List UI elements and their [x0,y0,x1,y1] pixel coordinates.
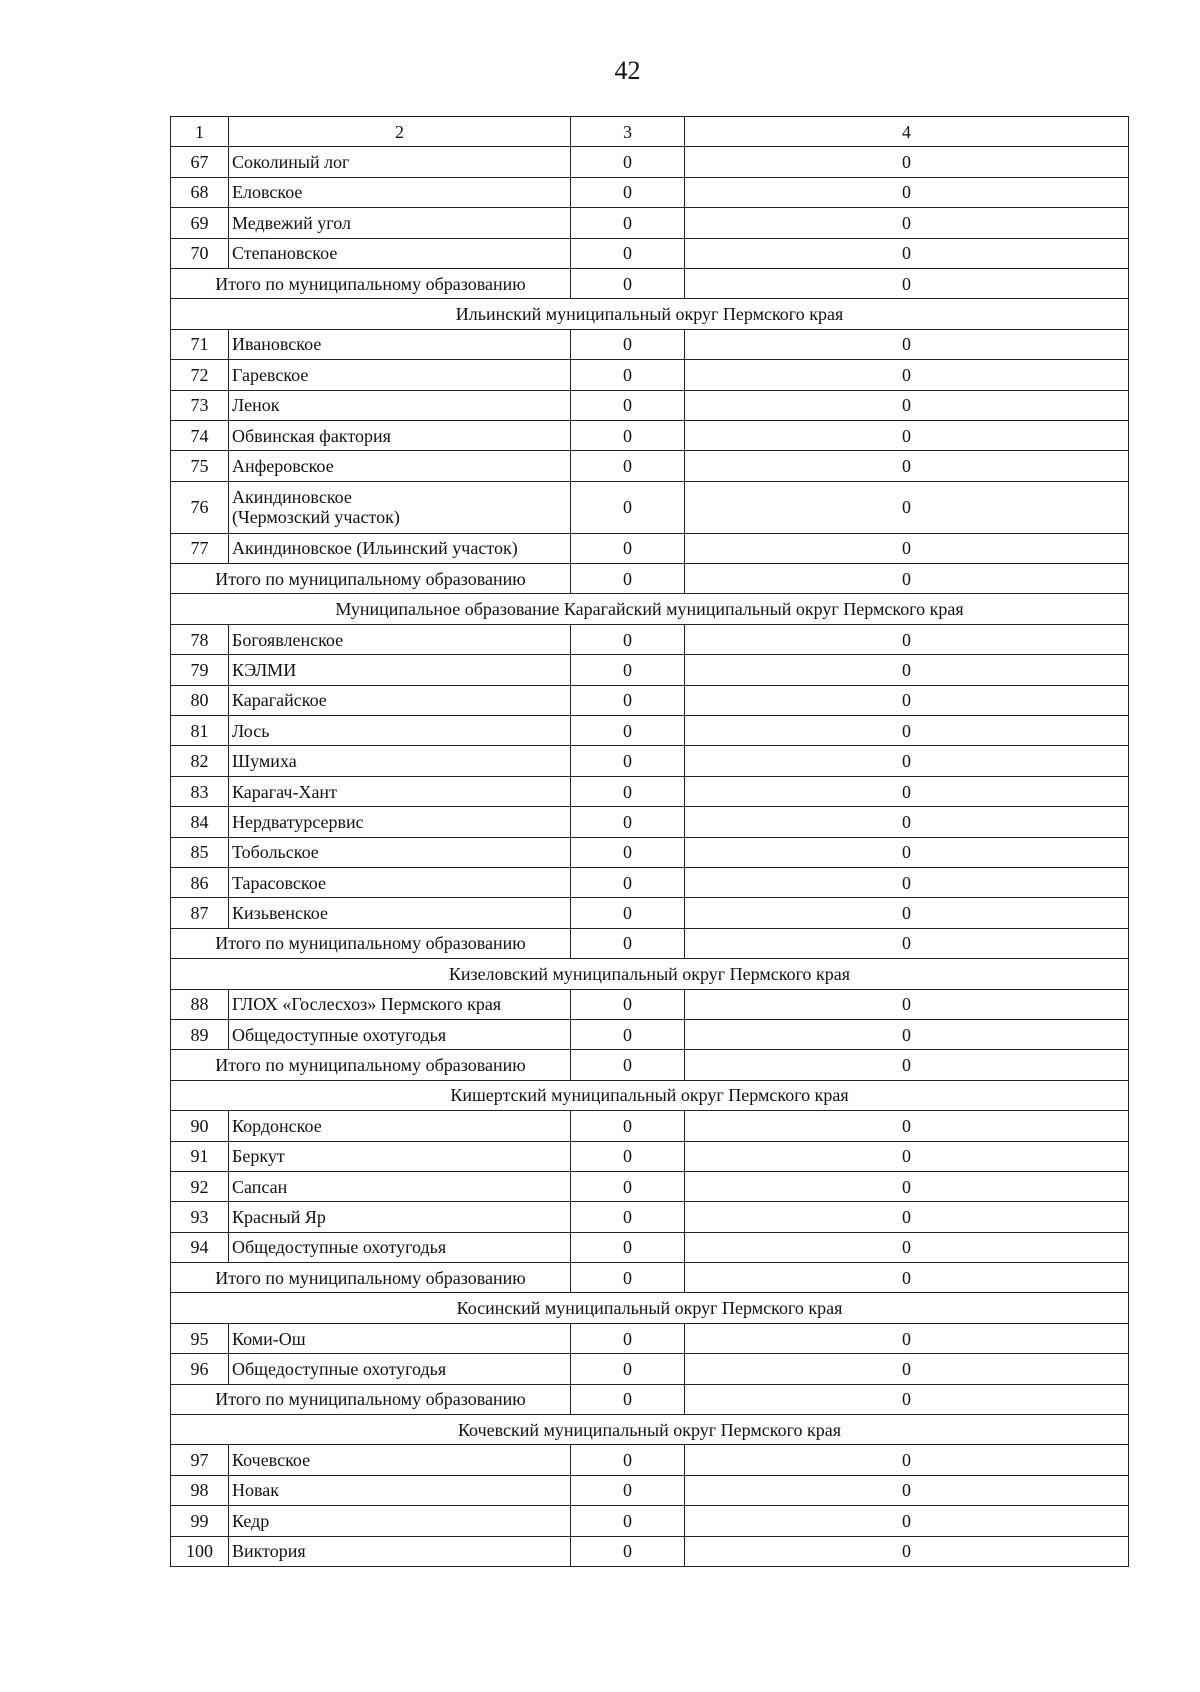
row-number: 78 [171,624,229,654]
row-number: 82 [171,746,229,776]
row-number: 84 [171,807,229,837]
subtotal-label: Итого по муниципальному образованию [171,1384,571,1414]
table-row [171,390,1129,420]
subtotal-value-col3: 0 [571,564,685,594]
row-name: Сапсан [229,1171,571,1201]
row-value-col4: 0 [685,481,1129,533]
row-value-col4: 0 [685,1111,1129,1141]
subtotal-value-col4: 0 [685,928,1129,958]
row-value-col3: 0 [571,238,685,268]
row-name: ГЛОХ «Гослесхоз» Пермского края [229,989,571,1019]
row-value-col4: 0 [685,1171,1129,1201]
subtotal-value-col3: 0 [571,1263,685,1293]
table-row [171,147,1129,177]
row-number: 77 [171,533,229,563]
row-value-col3: 0 [571,989,685,1019]
row-name: Коми-Ош [229,1323,571,1353]
table-row [171,1506,1129,1536]
row-name: Степановское [229,238,571,268]
row-value-col4: 0 [685,989,1129,1019]
row-value-col4: 0 [685,147,1129,177]
row-value-col3: 0 [571,1445,685,1475]
row-value-col4: 0 [685,533,1129,563]
row-name: Виктория [229,1536,571,1566]
row-number: 94 [171,1232,229,1262]
row-number: 86 [171,867,229,897]
row-value-col4: 0 [685,624,1129,654]
table-row [171,481,1129,533]
row-value-col3: 0 [571,1354,685,1384]
row-number: 91 [171,1141,229,1171]
row-name: Шумиха [229,746,571,776]
row-number: 88 [171,989,229,1019]
section-header-row [171,1293,1129,1323]
row-name: Кочевское [229,1445,571,1475]
section-title: Ильинский муниципальный округ Пермского края [171,299,1129,329]
row-number: 96 [171,1354,229,1384]
row-name: Новак [229,1475,571,1505]
subtotal-value-col4: 0 [685,268,1129,298]
row-value-col3: 0 [571,1202,685,1232]
row-value-col4: 0 [685,177,1129,207]
subtotal-value-col4: 0 [685,1384,1129,1414]
row-value-col3: 0 [571,1536,685,1566]
header-cell-1: 1 [171,117,229,147]
row-number: 68 [171,177,229,207]
section-header-row [171,1415,1129,1445]
row-name: Общедоступные охотугодья [229,1354,571,1384]
table-row [171,1475,1129,1505]
row-value-col3: 0 [571,1141,685,1171]
row-number: 87 [171,898,229,928]
subtotal-row [171,1384,1129,1414]
row-value-col4: 0 [685,238,1129,268]
row-name: Беркут [229,1141,571,1171]
subtotal-value-col3: 0 [571,1384,685,1414]
table-row [171,177,1129,207]
row-number: 95 [171,1323,229,1353]
row-value-col4: 0 [685,1019,1129,1049]
row-name: Кедр [229,1506,571,1536]
row-value-col4: 0 [685,360,1129,390]
row-value-col3: 0 [571,1323,685,1353]
row-value-col4: 0 [685,1506,1129,1536]
row-value-col4: 0 [685,685,1129,715]
row-name-line: Акиндиновское [232,487,352,508]
row-value-col4: 0 [685,390,1129,420]
subtotal-row [171,1263,1129,1293]
table-body [171,117,1129,1567]
page-number: 42 [614,56,641,85]
row-value-col3: 0 [571,1475,685,1505]
table-row [171,1536,1129,1566]
table-row [171,1171,1129,1201]
row-value-col3: 0 [571,420,685,450]
row-value-col3: 0 [571,807,685,837]
row-value-col4: 0 [685,1536,1129,1566]
row-number: 97 [171,1445,229,1475]
row-name: Еловское [229,177,571,207]
table-row [171,1019,1129,1049]
subtotal-value-col3: 0 [571,928,685,958]
header-row [171,117,1129,147]
table-row [171,807,1129,837]
row-name: Анферовское [229,451,571,481]
row-value-col4: 0 [685,655,1129,685]
row-value-col3: 0 [571,451,685,481]
section-title: Косинский муниципальный округ Пермского края [171,1293,1129,1323]
subtotal-value-col4: 0 [685,1050,1129,1080]
row-value-col3: 0 [571,837,685,867]
row-name: Нердватурсервис [229,807,571,837]
subtotal-row [171,268,1129,298]
row-value-col3: 0 [571,1171,685,1201]
section-header-row [171,1080,1129,1110]
row-name [229,481,571,533]
subtotal-label: Итого по муниципальному образованию [171,1263,571,1293]
row-value-col4: 0 [685,807,1129,837]
row-value-col4: 0 [685,1475,1129,1505]
row-number: 75 [171,451,229,481]
row-value-col4: 0 [685,1354,1129,1384]
row-number: 74 [171,420,229,450]
row-name: Общедоступные охотугодья [229,1019,571,1049]
row-value-col3: 0 [571,624,685,654]
table-row [171,1445,1129,1475]
row-value-col3: 0 [571,867,685,897]
subtotal-value-col3: 0 [571,268,685,298]
table-row [171,837,1129,867]
row-number: 98 [171,1475,229,1505]
row-number: 90 [171,1111,229,1141]
row-value-col4: 0 [685,867,1129,897]
row-value-col3: 0 [571,776,685,806]
table-row [171,1202,1129,1232]
row-number: 100 [171,1536,229,1566]
row-name: Ивановское [229,329,571,359]
subtotal-label: Итого по муниципальному образованию [171,928,571,958]
row-value-col3: 0 [571,481,685,533]
row-name: Кизьвенское [229,898,571,928]
row-name: Общедоступные охотугодья [229,1232,571,1262]
row-value-col4: 0 [685,451,1129,481]
row-value-col3: 0 [571,716,685,746]
table-row [171,898,1129,928]
row-value-col4: 0 [685,746,1129,776]
table-row [171,989,1129,1019]
header-cell-2: 2 [229,117,571,147]
table-row [171,867,1129,897]
row-value-col3: 0 [571,898,685,928]
table-row [171,776,1129,806]
table-row [171,655,1129,685]
row-name: Кордонское [229,1111,571,1141]
row-name: Обвинская фактория [229,420,571,450]
table-row [171,1111,1129,1141]
row-number: 76 [171,481,229,533]
data-table [170,116,1129,1567]
row-number: 93 [171,1202,229,1232]
row-value-col3: 0 [571,1506,685,1536]
row-name: Карагайское [229,685,571,715]
row-value-col3: 0 [571,147,685,177]
table-row [171,1141,1129,1171]
header-cell-3: 3 [571,117,685,147]
row-number: 80 [171,685,229,715]
subtotal-label: Итого по муниципальному образованию [171,1050,571,1080]
row-value-col3: 0 [571,360,685,390]
table-row [171,360,1129,390]
table-row [171,329,1129,359]
row-value-col4: 0 [685,208,1129,238]
row-value-col3: 0 [571,177,685,207]
section-header-row [171,299,1129,329]
table-row [171,420,1129,450]
row-value-col4: 0 [685,837,1129,867]
row-number: 99 [171,1506,229,1536]
row-value-col4: 0 [685,420,1129,450]
subtotal-row [171,928,1129,958]
section-header-row [171,959,1129,989]
subtotal-value-col4: 0 [685,564,1129,594]
row-name: Богоявленское [229,624,571,654]
row-value-col4: 0 [685,1202,1129,1232]
table-row [171,1323,1129,1353]
row-name: Красный Яр [229,1202,571,1232]
row-number: 85 [171,837,229,867]
row-number: 89 [171,1019,229,1049]
subtotal-value-col4: 0 [685,1263,1129,1293]
section-title: Кизеловский муниципальный округ Пермского края [171,959,1129,989]
row-name: Тобольское [229,837,571,867]
table-row [171,624,1129,654]
table-row [171,716,1129,746]
table-row [171,533,1129,563]
subtotal-row [171,1050,1129,1080]
row-value-col3: 0 [571,329,685,359]
row-value-col3: 0 [571,390,685,420]
row-number: 81 [171,716,229,746]
row-name: Соколиный лог [229,147,571,177]
subtotal-row [171,564,1129,594]
row-name: Медвежий угол [229,208,571,238]
row-name: Гаревское [229,360,571,390]
row-value-col4: 0 [685,776,1129,806]
table-row [171,208,1129,238]
row-number: 92 [171,1171,229,1201]
row-number: 83 [171,776,229,806]
section-title: Кишертский муниципальный округ Пермского края [171,1080,1129,1110]
row-value-col3: 0 [571,1019,685,1049]
row-name: Акиндиновское (Ильинский участок) [229,533,571,563]
row-value-col3: 0 [571,685,685,715]
row-value-col4: 0 [685,1232,1129,1262]
header-cell-4: 4 [685,117,1129,147]
subtotal-value-col3: 0 [571,1050,685,1080]
table-row [171,1354,1129,1384]
row-value-col4: 0 [685,1323,1129,1353]
row-value-col3: 0 [571,1232,685,1262]
row-number: 73 [171,390,229,420]
row-number: 72 [171,360,229,390]
row-number: 69 [171,208,229,238]
table-row [171,238,1129,268]
row-name: Ленок [229,390,571,420]
table-row [171,451,1129,481]
row-name-line: (Чермозский участок) [232,507,400,528]
table-row [171,1232,1129,1262]
row-value-col4: 0 [685,716,1129,746]
row-name: Тарасовское [229,867,571,897]
row-number: 67 [171,147,229,177]
row-value-col3: 0 [571,533,685,563]
subtotal-label: Итого по муниципальному образованию [171,268,571,298]
row-value-col4: 0 [685,1445,1129,1475]
section-title: Муниципальное образование Карагайский муниципальный округ Пермского края [171,594,1129,624]
section-header-row [171,594,1129,624]
row-number: 70 [171,238,229,268]
row-name: Лось [229,716,571,746]
row-value-col3: 0 [571,655,685,685]
subtotal-label: Итого по муниципальному образованию [171,564,571,594]
table-row [171,685,1129,715]
row-value-col4: 0 [685,1141,1129,1171]
row-value-col4: 0 [685,329,1129,359]
row-name: КЭЛМИ [229,655,571,685]
row-name: Карагач-Хант [229,776,571,806]
row-number: 71 [171,329,229,359]
row-value-col3: 0 [571,208,685,238]
table-row [171,746,1129,776]
row-number: 79 [171,655,229,685]
row-value-col3: 0 [571,1111,685,1141]
row-value-col3: 0 [571,746,685,776]
section-title: Кочевский муниципальный округ Пермского края [171,1415,1129,1445]
row-value-col4: 0 [685,898,1129,928]
